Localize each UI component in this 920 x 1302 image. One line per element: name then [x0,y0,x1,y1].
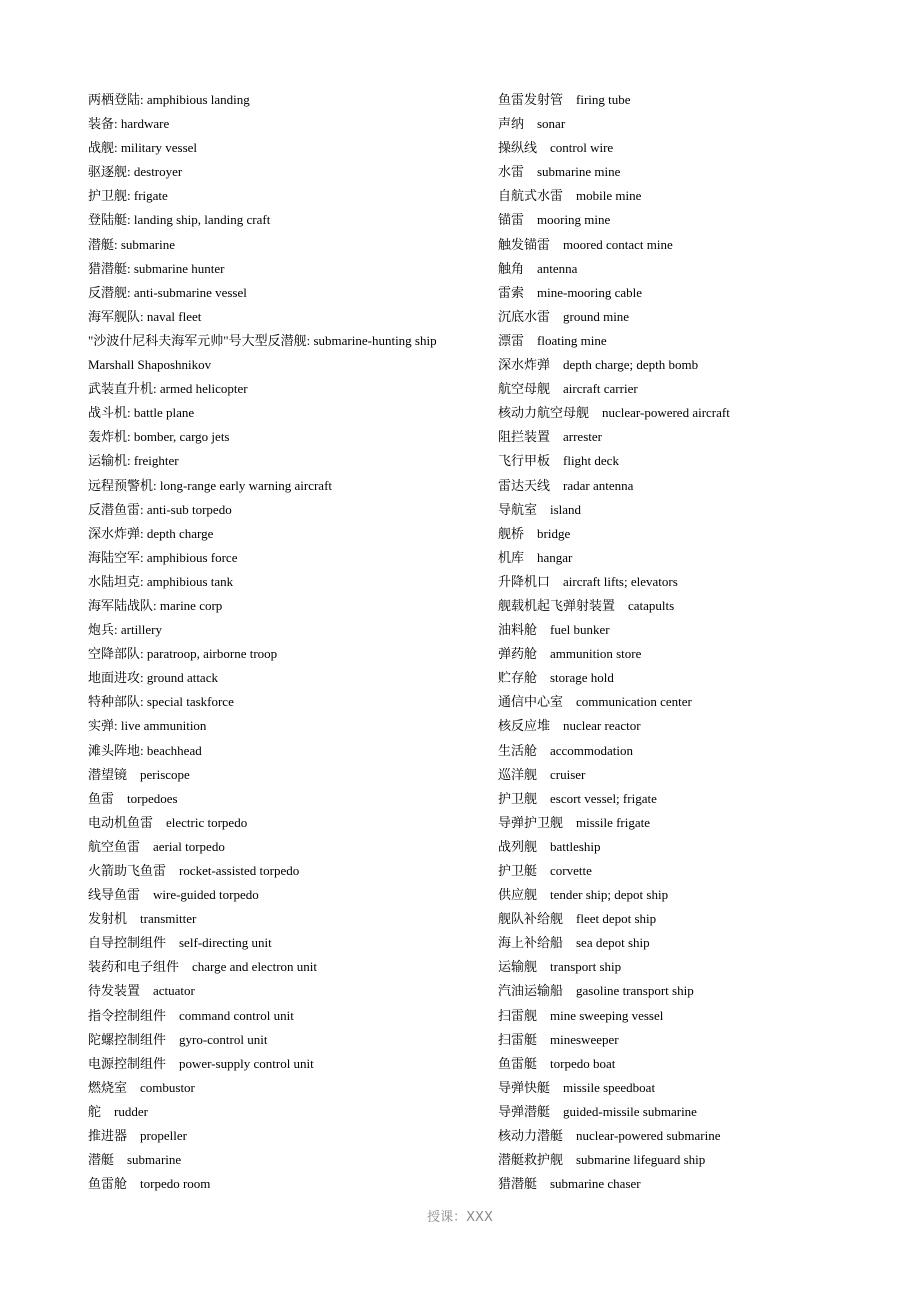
glossary-entry: 舰载机起飞弹射装置 catapults [498,597,675,613]
glossary-entry: 导弹快艇 missile speedboat [498,1079,656,1095]
glossary-entry: 自航式水雷 mobile mine [498,188,642,204]
glossary-entry: 贮存舱 storage hold [498,670,614,686]
page-footer: 授课：XXX [427,1210,493,1225]
glossary-entry: 供应舰 tender ship; depot ship [498,887,669,903]
glossary-entry: 油料舱 fuel bunker [498,622,610,638]
glossary-entry: 轰炸机: bomber, cargo jets [88,429,230,445]
glossary-entry: 电源控制组件 power-supply control unit [88,1055,314,1071]
glossary-entry: 潜望镜 periscope [88,766,190,782]
glossary-entry: 装药和电子组件 charge and electron unit [88,959,318,975]
glossary-entry: 潜艇 submarine [88,1152,182,1168]
glossary-entry: 核动力潜艇 nuclear-powered submarine [498,1128,721,1144]
glossary-entry: 线导鱼雷 wire-guided torpedo [88,887,259,903]
glossary-entry: 护卫舰 escort vessel; frigate [498,790,657,806]
glossary-entry: 机库 hangar [498,549,573,565]
glossary-entry: 触发锚雷 moored contact mine [498,236,673,252]
glossary-entry: 汽油运输船 gasoline transport ship [498,983,694,999]
glossary-entry: 阻拦装置 arrester [498,429,602,445]
glossary-entry: 航空母舰 aircraft carrier [498,381,638,397]
glossary-entry: 战斗机: battle plane [88,405,195,421]
glossary-entry: 升降机口 aircraft lifts; elevators [498,573,678,589]
glossary-entry: 航空鱼雷 aerial torpedo [88,838,225,854]
glossary-entry: 指令控制组件 command control unit [88,1007,294,1023]
glossary-entry: 沉底水雷 ground mine [498,308,630,324]
glossary-entry: 漂雷 floating mine [498,332,607,348]
glossary-entry: 炮兵: artillery [88,622,163,638]
glossary-entry: 声纳 sonar [498,116,566,132]
glossary-entry: 海陆空军: amphibious force [88,549,238,565]
glossary-entry: Marshall Shaposhnikov [88,357,212,373]
glossary-entry: 自导控制组件 self-directing unit [88,935,272,951]
glossary-entry: 战列舰 battleship [498,838,601,854]
glossary-entry: 核动力航空母舰 nuclear-powered aircraft [498,405,730,421]
glossary-entry: 待发装置 actuator [88,983,195,999]
glossary-entry: 推进器 propeller [88,1128,187,1144]
glossary-entry: 锚雷 mooring mine [498,212,611,228]
glossary-entry: 燃烧室 combustor [88,1079,195,1095]
glossary-entry: 海上补给船 sea depot ship [498,935,650,951]
glossary-entry: 弹药舱 ammunition store [498,646,642,662]
glossary-entry: 核反应堆 nuclear reactor [498,718,641,734]
glossary-entry: 护卫艇 corvette [498,863,592,878]
glossary-entry: 导航室 island [498,501,582,517]
glossary-entry: 鱼雷艇 torpedo boat [498,1055,616,1071]
glossary-entry: 空降部队: paratroop, airborne troop [88,646,278,662]
glossary-entry: 护卫舰: frigate [88,188,168,204]
glossary-entry: 鱼雷发射管 firing tube [498,92,631,107]
glossary-entry: 巡洋舰 cruiser [498,766,586,782]
glossary-entry: 鱼雷 torpedoes [88,790,178,806]
glossary-entry: 反潜舰: anti-submarine vessel [88,284,247,300]
glossary-entry: 潜艇: submarine [88,236,176,252]
glossary-entry: 远程预警机: long-range early warning aircraft [88,477,333,493]
glossary-entry: 海军舰队: naval fleet [88,308,202,324]
glossary-entry: 导弹潜艇 guided-missile submarine [498,1103,697,1119]
glossary-entry: 特种部队: special taskforce [88,694,234,710]
glossary-entry: 猎潜艇 submarine chaser [498,1176,641,1192]
glossary-entry: 生活舱 accommodation [498,742,634,758]
glossary-entry: 猎潜艇: submarine hunter [88,260,225,276]
glossary-entry: 飞行甲板 flight deck [498,453,619,469]
glossary-entry: 登陆艇: landing ship, landing craft [88,212,271,228]
glossary-entry: 舰桥 bridge [498,525,571,541]
glossary-entry: 触角 antenna [498,260,578,276]
glossary-left-column [88,88,488,1196]
glossary-entry: 反潜鱼雷: anti-sub torpedo [88,501,232,517]
glossary-entry: 潜艇救护舰 submarine lifeguard ship [498,1152,706,1168]
glossary-entry: 雷达天线 radar antenna [498,477,634,493]
glossary-entry: 舰队补给舰 fleet depot ship [498,911,657,927]
glossary-right-column [498,88,908,1196]
glossary-entry: 舵 rudder [88,1103,148,1119]
glossary-entry: 雷索 mine-mooring cable [498,284,643,300]
glossary-entry: 水雷 submarine mine [498,164,621,180]
glossary-entry: 通信中心室 communication center [498,694,692,710]
glossary-entry: 运输机: freighter [88,453,179,469]
glossary-entry: 战舰: military vessel [88,140,198,156]
glossary-entry: 海军陆战队: marine corp [88,597,223,613]
glossary-entry: 滩头阵地: beachhead [88,742,202,758]
glossary-entry: 扫雷艇 minesweeper [498,1031,619,1047]
glossary-entry: 电动机鱼雷 electric torpedo [88,814,248,830]
glossary-entry: 火箭助飞鱼雷 rocket-assisted torpedo [88,863,300,878]
glossary-entry: 操纵线 control wire [498,140,614,156]
glossary-entry: 发射机 transmitter [88,911,197,927]
glossary-entry: 武装直升机: armed helicopter [88,381,248,397]
glossary-entry: 水陆坦克: amphibious tank [88,573,234,589]
glossary-entry: 运输舰 transport ship [498,959,622,975]
glossary-entry: 装备: hardware [88,116,170,132]
glossary-entry: 鱼雷舱 torpedo room [88,1176,211,1192]
glossary-entry: 深水炸弹: depth charge [88,525,214,541]
glossary-entry: 导弹护卫舰 missile frigate [498,814,651,830]
glossary-entry: 深水炸弹 depth charge; depth bomb [498,357,699,373]
glossary-entry: "沙波什尼科夫海军元帅"号大型反潜舰: submarine-hunting ship [88,332,437,348]
glossary-entry: 实弹: live ammunition [88,718,207,734]
glossary-entry: 两栖登陆: amphibious landing [88,92,250,107]
glossary-entry: 陀螺控制组件 gyro-control unit [88,1031,268,1047]
glossary-entry: 地面进攻: ground attack [88,670,218,686]
glossary-entry: 扫雷舰 mine sweeping vessel [498,1007,664,1023]
glossary-entry: 驱逐舰: destroyer [88,164,183,180]
